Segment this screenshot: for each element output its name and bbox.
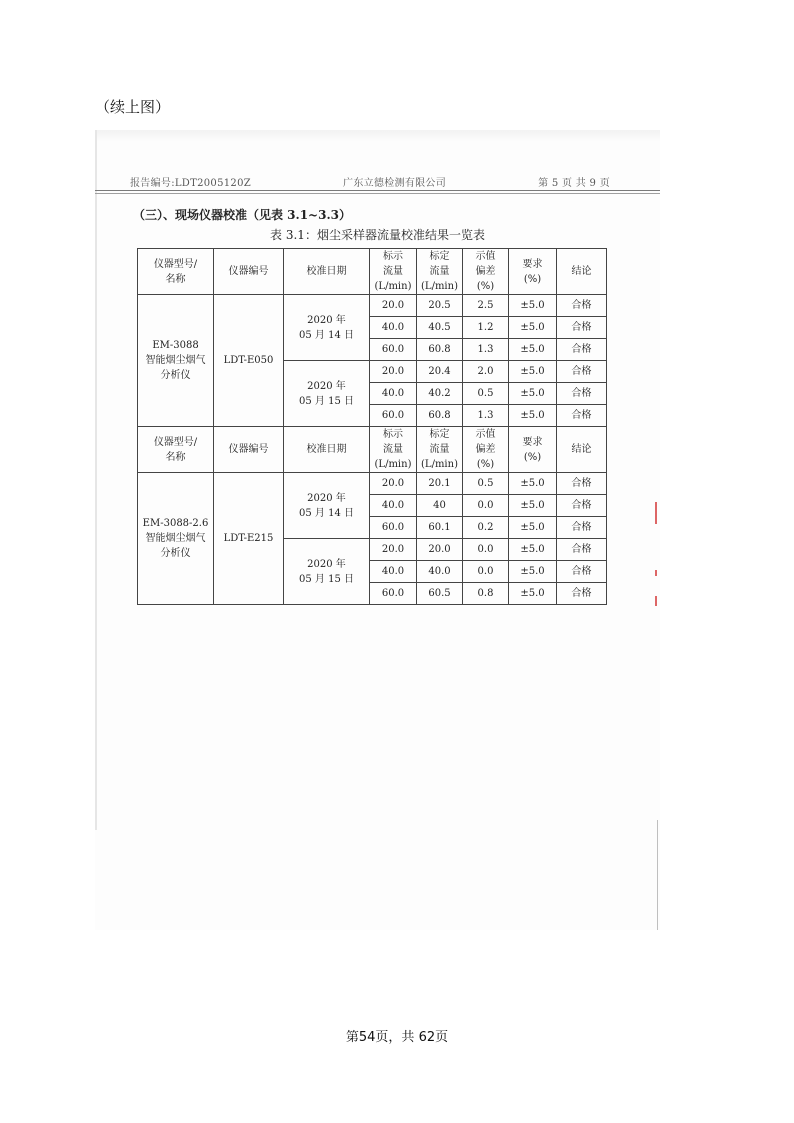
requirement: ±5.0 <box>509 583 557 605</box>
nominal-flow: 20.0 <box>370 295 417 317</box>
table-header-row <box>138 249 607 295</box>
deviation: 2.5 <box>463 295 509 317</box>
column-header: 标定 流量 (L/min) <box>417 249 463 295</box>
column-header: 结论 <box>557 427 607 473</box>
calibrated-flow: 40.5 <box>417 317 463 339</box>
column-header: 要求 (%) <box>509 427 557 473</box>
calibrated-flow: 20.0 <box>417 539 463 561</box>
requirement: ±5.0 <box>509 473 557 495</box>
instrument-serial: LDT-E050 <box>214 295 284 427</box>
column-header: 标示 流量 (L/min) <box>370 427 417 473</box>
requirement: ±5.0 <box>509 361 557 383</box>
conclusion: 合格 <box>557 473 607 495</box>
calibrated-flow: 60.1 <box>417 517 463 539</box>
deviation: 0.5 <box>463 473 509 495</box>
calibrated-flow: 20.1 <box>417 473 463 495</box>
section-title: （三）、现场仪器校准（见表 3.1~3.3） <box>133 208 351 222</box>
report-page: 第 5 页 共 9 页 <box>538 178 610 189</box>
column-header: 示值 偏差 (%) <box>463 427 509 473</box>
table-row <box>138 473 607 495</box>
calibrated-flow: 60.5 <box>417 583 463 605</box>
requirement: ±5.0 <box>509 383 557 405</box>
report-header <box>130 176 610 189</box>
requirement: ±5.0 <box>509 317 557 339</box>
instrument-serial: LDT-E215 <box>214 473 284 605</box>
deviation: 0.0 <box>463 561 509 583</box>
instrument-model: EM-3088-2.6 智能烟尘烟气 分析仪 <box>138 473 214 605</box>
column-header: 标定 流量 (L/min) <box>417 427 463 473</box>
report-number: 报告编号:LDT2005120Z <box>130 178 251 189</box>
column-header: 仪器编号 <box>214 249 284 295</box>
requirement: ±5.0 <box>509 295 557 317</box>
red-stamp-mark <box>655 596 657 606</box>
conclusion: 合格 <box>557 339 607 361</box>
deviation: 0.5 <box>463 383 509 405</box>
column-header: 结论 <box>557 249 607 295</box>
table-row <box>138 295 607 317</box>
calibration-table <box>137 248 607 605</box>
nominal-flow: 20.0 <box>370 539 417 561</box>
column-header: 示值 偏差 (%) <box>463 249 509 295</box>
nominal-flow: 40.0 <box>370 383 417 405</box>
conclusion: 合格 <box>557 583 607 605</box>
requirement: ±5.0 <box>509 339 557 361</box>
conclusion: 合格 <box>557 405 607 427</box>
nominal-flow: 20.0 <box>370 361 417 383</box>
calibration-date: 2020 年 05 月 15 日 <box>284 539 370 605</box>
calibrated-flow: 40.0 <box>417 561 463 583</box>
nominal-flow: 60.0 <box>370 339 417 361</box>
scan-edge-top <box>95 130 660 142</box>
nominal-flow: 40.0 <box>370 495 417 517</box>
deviation: 1.2 <box>463 317 509 339</box>
calibration-date: 2020 年 05 月 14 日 <box>284 473 370 539</box>
column-header: 校准日期 <box>284 427 370 473</box>
conclusion: 合格 <box>557 317 607 339</box>
caption-continued: （续上图） <box>95 98 171 116</box>
column-header: 仪器编号 <box>214 427 284 473</box>
page-footer: 第54页，共 62页 <box>345 1030 449 1045</box>
nominal-flow: 60.0 <box>370 405 417 427</box>
column-header: 标示 流量 (L/min) <box>370 249 417 295</box>
header-rule <box>95 190 660 194</box>
calibrated-flow: 60.8 <box>417 405 463 427</box>
table-title: 表 3.1：烟尘采样器流量校准结果一览表 <box>270 228 485 242</box>
conclusion: 合格 <box>557 495 607 517</box>
scanned-page <box>95 130 660 930</box>
column-header: 仪器型号/ 名称 <box>138 249 214 295</box>
nominal-flow: 60.0 <box>370 583 417 605</box>
conclusion: 合格 <box>557 539 607 561</box>
calibrated-flow: 20.5 <box>417 295 463 317</box>
deviation: 1.3 <box>463 339 509 361</box>
calibrated-flow: 60.8 <box>417 339 463 361</box>
calibrated-flow: 40 <box>417 495 463 517</box>
deviation: 0.2 <box>463 517 509 539</box>
conclusion: 合格 <box>557 383 607 405</box>
requirement: ±5.0 <box>509 561 557 583</box>
requirement: ±5.0 <box>509 539 557 561</box>
deviation: 0.0 <box>463 495 509 517</box>
deviation: 0.0 <box>463 539 509 561</box>
column-header: 仪器型号/ 名称 <box>138 427 214 473</box>
deviation: 1.3 <box>463 405 509 427</box>
table-header-row <box>138 427 607 473</box>
red-stamp-mark <box>655 502 657 524</box>
deviation: 2.0 <box>463 361 509 383</box>
column-header: 校准日期 <box>284 249 370 295</box>
deviation: 0.8 <box>463 583 509 605</box>
column-header: 要求 (%) <box>509 249 557 295</box>
requirement: ±5.0 <box>509 517 557 539</box>
calibrated-flow: 20.4 <box>417 361 463 383</box>
conclusion: 合格 <box>557 517 607 539</box>
nominal-flow: 20.0 <box>370 473 417 495</box>
requirement: ±5.0 <box>509 405 557 427</box>
nominal-flow: 40.0 <box>370 561 417 583</box>
instrument-model: EM-3088 智能烟尘烟气 分析仪 <box>138 295 214 427</box>
requirement: ±5.0 <box>509 495 557 517</box>
nominal-flow: 60.0 <box>370 517 417 539</box>
conclusion: 合格 <box>557 561 607 583</box>
nominal-flow: 40.0 <box>370 317 417 339</box>
scan-edge-right <box>657 820 658 930</box>
company-name: 广东立德检测有限公司 <box>343 178 447 189</box>
conclusion: 合格 <box>557 295 607 317</box>
calibration-date: 2020 年 05 月 15 日 <box>284 361 370 427</box>
calibrated-flow: 40.2 <box>417 383 463 405</box>
red-stamp-mark <box>655 570 657 576</box>
calibration-date: 2020 年 05 月 14 日 <box>284 295 370 361</box>
conclusion: 合格 <box>557 361 607 383</box>
